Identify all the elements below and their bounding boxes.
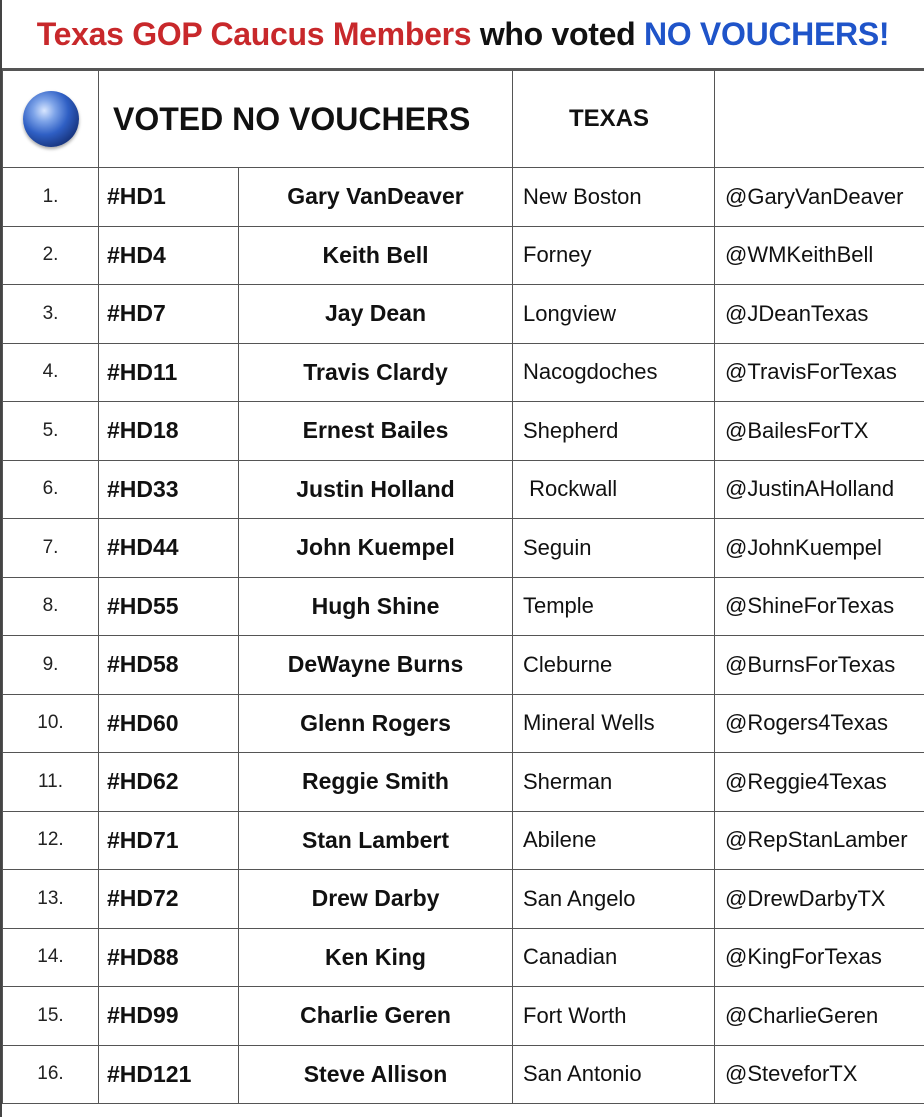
house-district: #HD88 xyxy=(99,928,239,987)
twitter-handle[interactable]: @KingForTexas xyxy=(715,928,924,987)
header-texas: TEXAS xyxy=(513,71,715,168)
table-row xyxy=(3,460,924,519)
row-number: 12. xyxy=(3,811,99,870)
row-number: 11. xyxy=(3,753,99,812)
table-row xyxy=(3,285,924,344)
table-row xyxy=(3,811,924,870)
twitter-handle[interactable]: @Rogers4Texas xyxy=(715,694,924,753)
table-row xyxy=(3,870,924,929)
member-name: Steve Allison xyxy=(239,1045,513,1104)
twitter-handle[interactable]: @WMKeithBell xyxy=(715,226,924,285)
header-empty-cell xyxy=(715,71,924,168)
page-title xyxy=(2,0,924,70)
table-row xyxy=(3,694,924,753)
member-name: Reggie Smith xyxy=(239,753,513,812)
table-row xyxy=(3,226,924,285)
member-name: Ernest Bailes xyxy=(239,402,513,461)
house-district: #HD7 xyxy=(99,285,239,344)
table-row xyxy=(3,753,924,812)
house-district: #HD72 xyxy=(99,870,239,929)
member-name: Jay Dean xyxy=(239,285,513,344)
row-number: 9. xyxy=(3,636,99,695)
house-district: #HD33 xyxy=(99,460,239,519)
house-district: #HD121 xyxy=(99,1045,239,1104)
twitter-handle[interactable]: @JustinAHolland xyxy=(715,460,924,519)
member-name: Gary VanDeaver xyxy=(239,168,513,227)
twitter-handle[interactable]: @BailesForTX xyxy=(715,402,924,461)
twitter-handle[interactable]: @JohnKuempel xyxy=(715,519,924,578)
table-row xyxy=(3,987,924,1046)
member-city: Temple xyxy=(513,577,715,636)
house-district: #HD1 xyxy=(99,168,239,227)
house-district: #HD18 xyxy=(99,402,239,461)
member-city: Abilene xyxy=(513,811,715,870)
member-city: Fort Worth xyxy=(513,987,715,1046)
member-name: Travis Clardy xyxy=(239,343,513,402)
title-part-voted: who voted xyxy=(471,15,644,52)
table-row xyxy=(3,1045,924,1104)
house-district: #HD58 xyxy=(99,636,239,695)
member-city: Canadian xyxy=(513,928,715,987)
member-name: Charlie Geren xyxy=(239,987,513,1046)
member-name: Stan Lambert xyxy=(239,811,513,870)
member-name: Keith Bell xyxy=(239,226,513,285)
member-name: DeWayne Burns xyxy=(239,636,513,695)
row-number: 7. xyxy=(3,519,99,578)
house-district: #HD55 xyxy=(99,577,239,636)
table-row xyxy=(3,577,924,636)
member-city: Longview xyxy=(513,285,715,344)
house-district: #HD11 xyxy=(99,343,239,402)
row-number: 10. xyxy=(3,694,99,753)
row-number: 14. xyxy=(3,928,99,987)
member-name: John Kuempel xyxy=(239,519,513,578)
table-row xyxy=(3,343,924,402)
row-number: 3. xyxy=(3,285,99,344)
member-name: Ken King xyxy=(239,928,513,987)
twitter-handle[interactable]: @DrewDarbyTX xyxy=(715,870,924,929)
house-district: #HD71 xyxy=(99,811,239,870)
table-row xyxy=(3,928,924,987)
member-name: Justin Holland xyxy=(239,460,513,519)
title-part-no-vouchers: NO VOUCHERS! xyxy=(643,15,890,52)
member-city: San Antonio xyxy=(513,1045,715,1104)
row-number: 16. xyxy=(3,1045,99,1104)
twitter-handle[interactable]: @CharlieGeren xyxy=(715,987,924,1046)
member-city: Mineral Wells xyxy=(513,694,715,753)
twitter-handle[interactable]: @Reggie4Texas xyxy=(715,753,924,812)
member-city: Shepherd xyxy=(513,402,715,461)
house-district: #HD44 xyxy=(99,519,239,578)
globe-icon xyxy=(23,91,79,147)
member-city: Forney xyxy=(513,226,715,285)
row-number: 6. xyxy=(3,460,99,519)
member-city: San Angelo xyxy=(513,870,715,929)
header-voted-no-vouchers: VOTED NO VOUCHERS xyxy=(99,71,513,168)
row-number: 15. xyxy=(3,987,99,1046)
row-number: 8. xyxy=(3,577,99,636)
twitter-handle[interactable]: @ShineForTexas xyxy=(715,577,924,636)
house-district: #HD60 xyxy=(99,694,239,753)
row-number: 4. xyxy=(3,343,99,402)
member-city: New Boston xyxy=(513,168,715,227)
table-header-row xyxy=(3,71,924,168)
table-row xyxy=(3,402,924,461)
row-number: 1. xyxy=(3,168,99,227)
row-number: 13. xyxy=(3,870,99,929)
member-name: Glenn Rogers xyxy=(239,694,513,753)
twitter-handle[interactable]: @GaryVanDeaver xyxy=(715,168,924,227)
table-row xyxy=(3,168,924,227)
twitter-handle[interactable]: @RepStanLamber xyxy=(715,811,924,870)
logo-cell xyxy=(3,71,99,168)
twitter-handle[interactable]: @JDeanTexas xyxy=(715,285,924,344)
member-name: Hugh Shine xyxy=(239,577,513,636)
member-city: Rockwall xyxy=(513,460,715,519)
member-name: Drew Darby xyxy=(239,870,513,929)
row-number: 2. xyxy=(3,226,99,285)
row-number: 5. xyxy=(3,402,99,461)
twitter-handle[interactable]: @BurnsForTexas xyxy=(715,636,924,695)
table-row xyxy=(3,519,924,578)
members-table xyxy=(2,70,924,1104)
member-city: Seguin xyxy=(513,519,715,578)
twitter-handle[interactable]: @TravisForTexas xyxy=(715,343,924,402)
title-part-caucus: Texas GOP Caucus Members xyxy=(36,15,472,52)
member-city: Sherman xyxy=(513,753,715,812)
house-district: #HD99 xyxy=(99,987,239,1046)
member-city: Nacogdoches xyxy=(513,343,715,402)
table-row xyxy=(3,636,924,695)
member-city: Cleburne xyxy=(513,636,715,695)
twitter-handle[interactable]: @SteveforTX xyxy=(715,1045,924,1104)
house-district: #HD4 xyxy=(99,226,239,285)
house-district: #HD62 xyxy=(99,753,239,812)
